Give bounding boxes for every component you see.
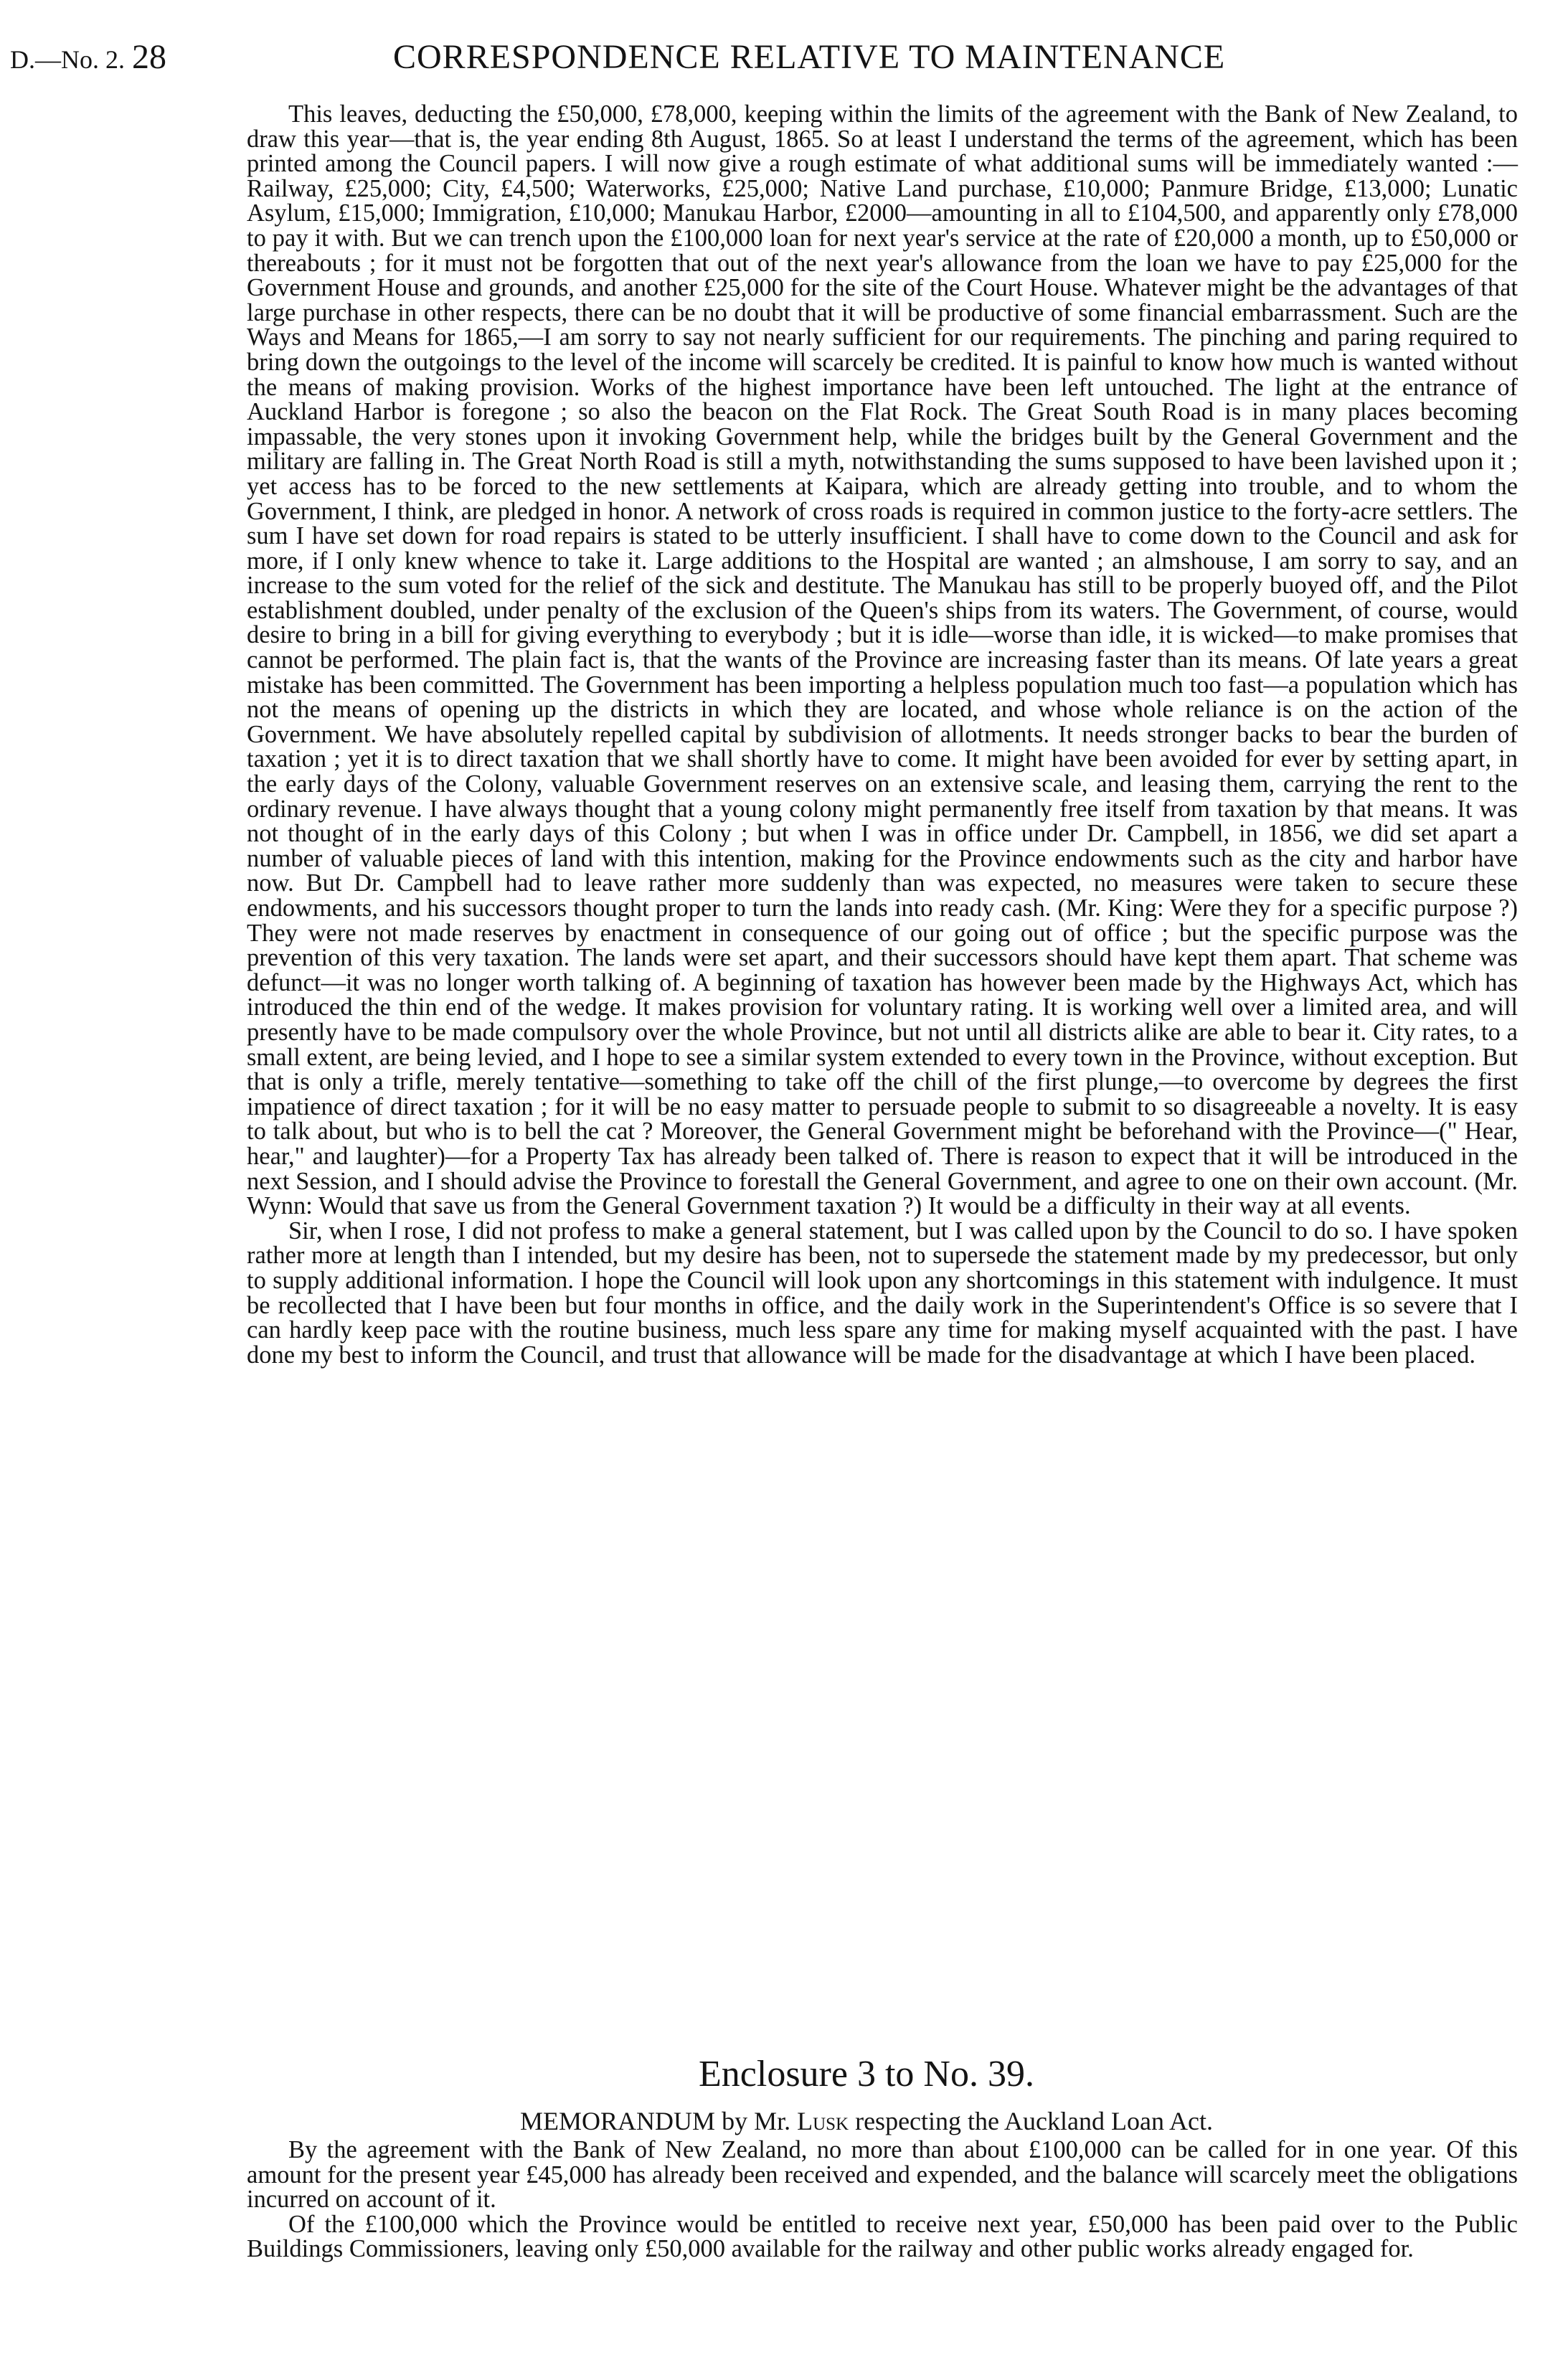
paragraph: Sir, when I rose, I did not profess to make a general statement, but I was called upon by the Council to do so. I have spoken rather more at length than I intended, but my desire has been, not to supersede the statement made by my predecessor, but only to supply additional information. I hope the Council will look upon any shortcomings in this statement with indulgence. It must be recollected that I have been but four months in office, and the daily work in the Superintendent's Office is so severe that I can hardly keep pace with the routine business, much less spare any time for making myself acquainted with the past. I have done my best to inform the Council, and trust that allowance will be made for the disadvantage at which I have been placed. bbox=[247, 1217, 1518, 1369]
paragraph: This leaves, deducting the £50,000, £78,000, keeping within the limits of the agreement with the Bank of New Zealand, to draw this year—that is, the year ending 8th August, 1865. So at least I understand the terms of the agreement, which has been printed among the Council papers. I will now give a rough estimate of what additional sums will be immediately wanted :—Railway, £25,000; City, £4,500; Waterworks, £25,000; Native Land purchase, £10,000; Panmure Bridge, £13,000; Lunatic Asylum, £15,000; Immigration, £10,000; Manukau Harbor, £2000—amounting in all to £104,500, and apparently only £78,000 to pay it with. But we can trench upon the £100,000 loan for next year's service at the rate of £20,000 a month, up to £50,000 or thereabouts ; for it must not be forgotten that out of the next year's allowance from the loan we have to pay £25,000 for the Government House and grounds, and another £25,000 for the site of the Court House. Whatever might be the advantages of that large purchase in other respects, there can be no doubt that it will be productive of some financial embarrassment. Such are the Ways and Means for 1865,—I am sorry to say not nearly sufficient for our requirements. The pinching and paring required to bring down the outgoings to the level of the income will scarcely be credited. It is painful to know how much is wanted without the means of making provision. Works of the highest importance have been left untouched. The light at the entrance of Auckland Harbor is foregone ; so also the beacon on the Flat Rock. The Great South Road is in many places becoming impassable, the very stones upon it invoking Government help, while the bridges built by the General Government and the military are falling in. The Great North Road is still a myth, notwithstanding the sums supposed to have been lavished upon it ; yet access has to be forced to the new settlements at Kaipara, which are already getting into trouble, and to whom the Government, I think, are pledged in honor. A network of cross roads is required in common justice to the forty-acre settlers. The sum I have set down for road repairs is stated to be utterly insufficient. I shall have to come down to the Council and ask for more, if I only knew whence to take it. Large additions to the Hospital are wanted ; an almshouse, I am sorry to say, and an increase to the sum voted for the relief of the sick and destitute. The Manukau has still to be properly buoyed off, and the Pilot establishment doubled, under penalty of the exclusion of the Queen's ships from its waters. The Government, of course, would desire to bring in a bill for giving everything to everybody ; but it is idle—worse than idle, it is wicked—to make promises that cannot be performed. The plain fact is, that the wants of the Province are increasing faster than its means. Of late years a great mistake has been committed. The Government has been importing a helpless population much too fast—a population which has not the means of opening up the districts in which they are located, and whose whole reliance is on the action of the Government. We have absolutely repelled capital by subdivision of allotments. It needs stronger backs to bear the burden of taxation ; yet it is to direct taxation that we shall shortly have to come. It might have been avoided for ever by setting apart, in the early days of the Colony, valuable Government reserves on an extensive scale, and leasing them, carrying the rent to the ordinary revenue. I have always thought that a young colony might permanently free itself from taxation by that means. It was not thought of in the early days of this Colony ; but when I was in office under Dr. Campbell, in 1856, we did set apart a number of valuable pieces of land with this intention, making for the Province endowments such as the city and harbor have now. But Dr. Campbell had to leave rather more suddenly than was expected, no measures were taken to secure these endowments, and his successors thought proper to turn the lands into ready cash. (Mr. King: Were they for a specific purpose ?) They were not made reserves by enactment in consequence of our going out of office ; but the specific purpose was the prevention of this very taxation. The lands were set apart, and their successors should have kept them apart. That scheme was defunct—it was no longer worth talking of. A beginning of taxation has however been made by the Highways Act, which has introduced the thin end of the wedge. It makes provision for voluntary rating. It is working well over a limited area, and will presently have to be made compulsory over the whole Province, but not until all districts alike are able to bear it. City rates, to a small extent, are being levied, and I hope to see a similar system extended to every town in the Province, without exception. But that is only a trifle, merely tentative—something to take off the chill of the first plunge,—to overcome by degrees the first impatience of direct taxation ; for it will be no easy matter to persuade people to submit to so disagreeable a novelty. It is easy to talk about, but who is to bell the cat ? Moreover, the General Government might be beforehand with the Province—(" Hear, hear," and laughter)—for a Property Tax has already been talked of. There is reason to expect that it will be introduced in the next Session, and I should advise the Province to forestall the General Government, and agree to one on their own account. (Mr. Wynn: Would that save us from the General Government taxation ?) It would be a difficulty in their way at all events. bbox=[247, 100, 1518, 1220]
memorandum-by: by Mr. bbox=[722, 2107, 791, 2135]
memorandum-label: MEMORANDUM bbox=[520, 2107, 716, 2135]
main-text bbox=[247, 102, 1518, 1367]
paragraph: Of the £100,000 which the Province would be entitled to receive next year, £50,000 has been paid over to the Public Buildings Commissioners, leaving only £50,000 available for the railway and other public works already engaged for. bbox=[247, 2210, 1518, 2263]
memorandum-subject: respecting the Auckland Loan Act. bbox=[855, 2107, 1213, 2135]
memorandum-author: Lusk bbox=[797, 2107, 849, 2135]
enclosure-title: Enclosure 3 to No. 39. bbox=[699, 2054, 1034, 2095]
paragraph: By the agreement with the Bank of New Zealand, no more than about £100,000 can be called for in one year. Of this amount for the present year £45,000 has already been received and expended, and the balance will scarcely meet the obligations incurred on account of it. bbox=[247, 2136, 1518, 2214]
memorandum-text bbox=[247, 2138, 1518, 2262]
memorandum-heading bbox=[0, 2107, 1568, 2135]
page-number: 28 bbox=[132, 38, 166, 76]
running-title: CORRESPONDENCE RELATIVE TO MAINTENANCE bbox=[393, 38, 1226, 76]
page-header bbox=[0, 37, 1568, 88]
document-reference: D.—No. 2. bbox=[10, 45, 125, 74]
